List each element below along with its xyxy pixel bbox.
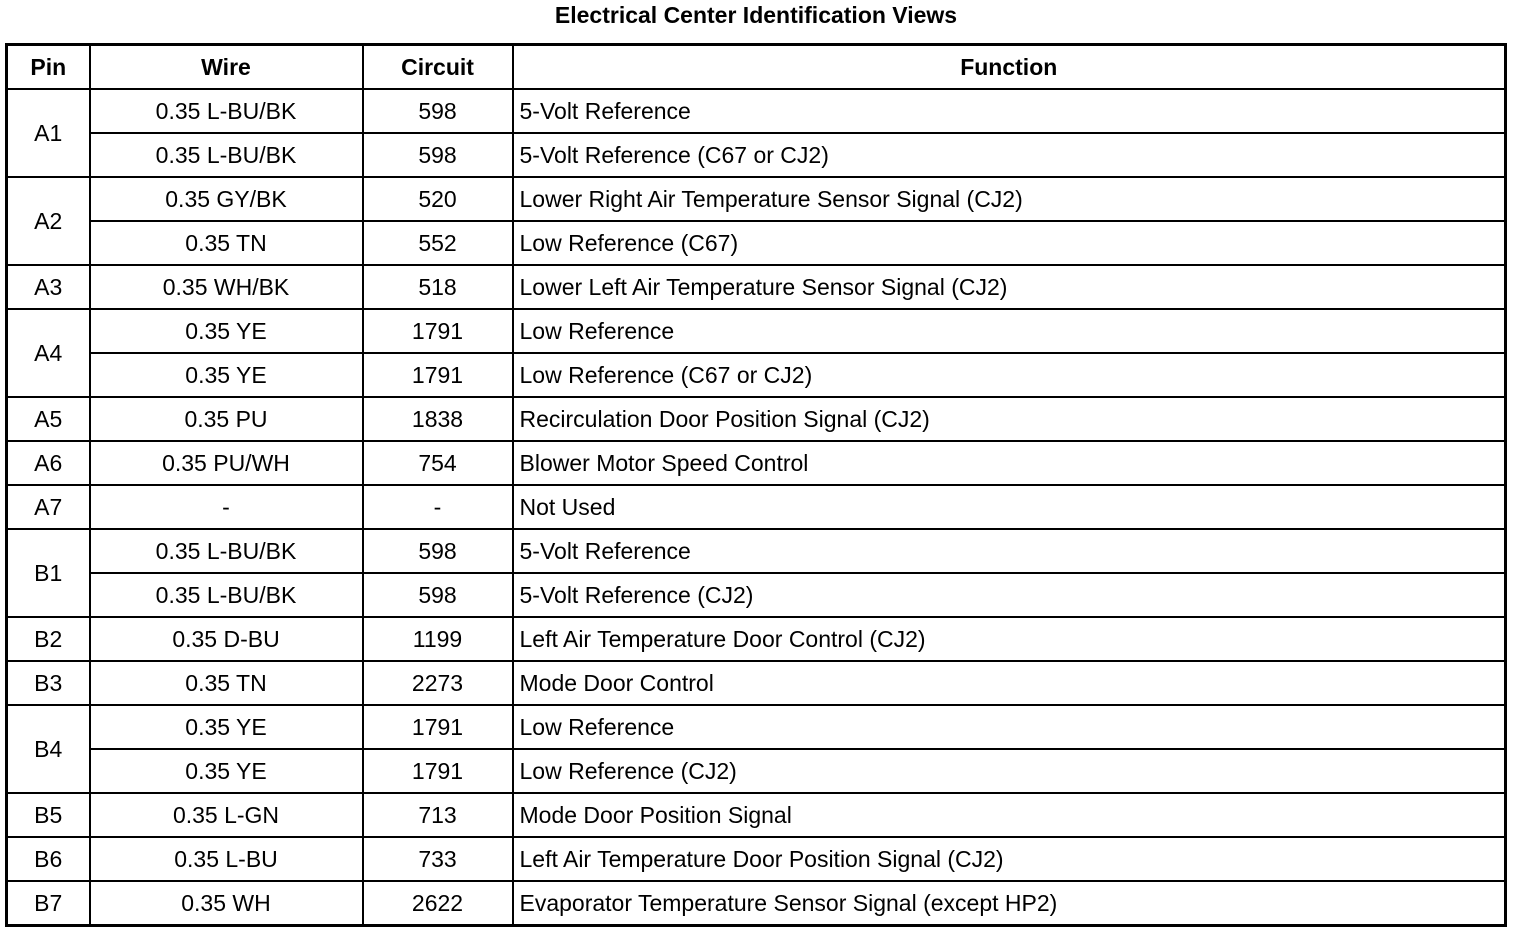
- table-row: [7, 221, 1506, 265]
- table-row: [7, 353, 1506, 397]
- wire-cell: 0.35 PU: [90, 397, 363, 441]
- wire-cell: 0.35 TN: [90, 221, 363, 265]
- circuit-cell: 1199: [363, 617, 513, 661]
- pin-cell: B4: [7, 705, 90, 793]
- function-cell: Not Used: [513, 485, 1506, 529]
- function-cell: 5-Volt Reference (C67 or CJ2): [513, 133, 1506, 177]
- pin-cell: B7: [7, 881, 90, 926]
- table-row: [7, 661, 1506, 705]
- circuit-cell: 754: [363, 441, 513, 485]
- header-row: [7, 45, 1506, 90]
- wire-cell: 0.35 L-BU/BK: [90, 529, 363, 573]
- function-cell: 5-Volt Reference: [513, 529, 1506, 573]
- function-cell: Low Reference: [513, 705, 1506, 749]
- wire-cell: 0.35 WH/BK: [90, 265, 363, 309]
- table-row: [7, 573, 1506, 617]
- circuit-cell: 1791: [363, 309, 513, 353]
- pin-cell: B5: [7, 793, 90, 837]
- function-cell: Lower Right Air Temperature Sensor Signal (CJ2): [513, 177, 1506, 221]
- function-cell: Low Reference: [513, 309, 1506, 353]
- pin-table: [5, 43, 1507, 927]
- circuit-cell: 598: [363, 89, 513, 133]
- table-row: [7, 133, 1506, 177]
- function-cell: Evaporator Temperature Sensor Signal (except HP2): [513, 881, 1506, 926]
- wire-cell: 0.35 L-BU: [90, 837, 363, 881]
- circuit-cell: 520: [363, 177, 513, 221]
- wire-cell: 0.35 YE: [90, 749, 363, 793]
- circuit-cell: 1791: [363, 705, 513, 749]
- function-cell: Low Reference (C67): [513, 221, 1506, 265]
- table-row: [7, 177, 1506, 221]
- header-function: Function: [513, 45, 1506, 90]
- header-pin: Pin: [7, 45, 90, 90]
- wire-cell: 0.35 YE: [90, 309, 363, 353]
- pin-cell: A1: [7, 89, 90, 177]
- pin-cell: B1: [7, 529, 90, 617]
- table-row: [7, 265, 1506, 309]
- table-row: [7, 441, 1506, 485]
- circuit-cell: 733: [363, 837, 513, 881]
- table-row: [7, 89, 1506, 133]
- circuit-cell: 552: [363, 221, 513, 265]
- function-cell: Lower Left Air Temperature Sensor Signal (CJ2): [513, 265, 1506, 309]
- table-row: [7, 397, 1506, 441]
- circuit-cell: 1838: [363, 397, 513, 441]
- table-row: [7, 837, 1506, 881]
- function-cell: Blower Motor Speed Control: [513, 441, 1506, 485]
- table-row: [7, 529, 1506, 573]
- wire-cell: -: [90, 485, 363, 529]
- pin-cell: A7: [7, 485, 90, 529]
- circuit-cell: 1791: [363, 353, 513, 397]
- wire-cell: 0.35 WH: [90, 881, 363, 926]
- table-body: [7, 89, 1506, 926]
- wire-cell: 0.35 GY/BK: [90, 177, 363, 221]
- pin-cell: B3: [7, 661, 90, 705]
- pin-cell: B6: [7, 837, 90, 881]
- wire-cell: 0.35 D-BU: [90, 617, 363, 661]
- header-wire: Wire: [90, 45, 363, 90]
- function-cell: 5-Volt Reference: [513, 89, 1506, 133]
- circuit-cell: 1791: [363, 749, 513, 793]
- header-circuit: Circuit: [363, 45, 513, 90]
- wire-cell: 0.35 L-BU/BK: [90, 573, 363, 617]
- pin-cell: A3: [7, 265, 90, 309]
- function-cell: Low Reference (CJ2): [513, 749, 1506, 793]
- circuit-cell: -: [363, 485, 513, 529]
- pin-cell: A5: [7, 397, 90, 441]
- function-cell: Left Air Temperature Door Position Signal (CJ2): [513, 837, 1506, 881]
- function-cell: 5-Volt Reference (CJ2): [513, 573, 1506, 617]
- circuit-cell: 518: [363, 265, 513, 309]
- wire-cell: 0.35 L-BU/BK: [90, 89, 363, 133]
- wire-cell: 0.35 L-BU/BK: [90, 133, 363, 177]
- function-cell: Mode Door Position Signal: [513, 793, 1506, 837]
- table-row: [7, 705, 1506, 749]
- circuit-cell: 713: [363, 793, 513, 837]
- pin-cell: A4: [7, 309, 90, 397]
- circuit-cell: 2622: [363, 881, 513, 926]
- table-row: [7, 485, 1506, 529]
- circuit-cell: 598: [363, 529, 513, 573]
- wire-cell: 0.35 TN: [90, 661, 363, 705]
- circuit-cell: 598: [363, 573, 513, 617]
- table-row: [7, 309, 1506, 353]
- function-cell: Low Reference (C67 or CJ2): [513, 353, 1506, 397]
- table-row: [7, 617, 1506, 661]
- circuit-cell: 598: [363, 133, 513, 177]
- function-cell: Left Air Temperature Door Control (CJ2): [513, 617, 1506, 661]
- table-row: [7, 793, 1506, 837]
- pin-cell: B2: [7, 617, 90, 661]
- function-cell: Mode Door Control: [513, 661, 1506, 705]
- wire-cell: 0.35 YE: [90, 705, 363, 749]
- page-title: Electrical Center Identification Views: [554, 2, 958, 28]
- table-row: [7, 749, 1506, 793]
- function-cell: Recirculation Door Position Signal (CJ2): [513, 397, 1506, 441]
- circuit-cell: 2273: [363, 661, 513, 705]
- pin-cell: A2: [7, 177, 90, 265]
- wire-cell: 0.35 PU/WH: [90, 441, 363, 485]
- wire-cell: 0.35 YE: [90, 353, 363, 397]
- table-row: [7, 881, 1506, 926]
- wire-cell: 0.35 L-GN: [90, 793, 363, 837]
- pin-cell: A6: [7, 441, 90, 485]
